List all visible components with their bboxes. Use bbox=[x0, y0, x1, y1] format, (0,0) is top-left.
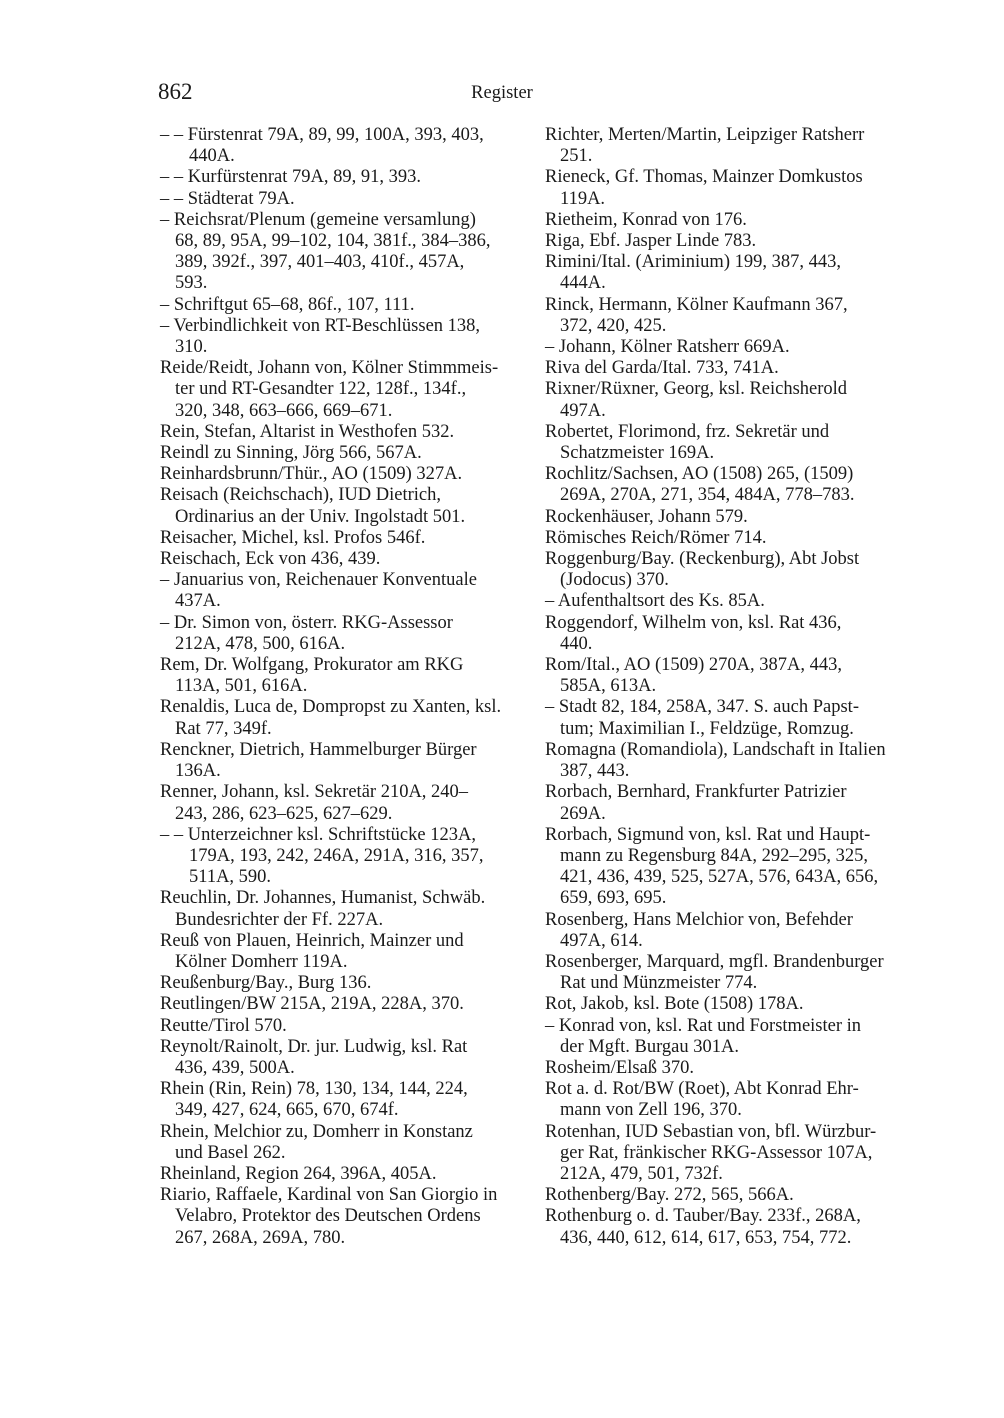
index-entry bbox=[160, 189, 532, 210]
index-entry-line: 511A, 590. bbox=[189, 867, 272, 888]
index-entry bbox=[545, 231, 917, 252]
index-entry-line: 251. bbox=[560, 146, 593, 167]
index-entry bbox=[160, 125, 532, 167]
index-entry bbox=[160, 740, 532, 782]
index-entry-line: Reuß von Plauen, Heinrich, Mainzer und bbox=[160, 930, 464, 951]
index-entry-line: Rorbach, Bernhard, Frankfurter Patrizier bbox=[545, 782, 847, 803]
index-entry bbox=[545, 782, 917, 824]
index-entry-line: 387, 443. bbox=[560, 761, 630, 782]
index-entry-line: Rothenberg/Bay. 272, 565, 566A. bbox=[545, 1185, 794, 1206]
index-entry bbox=[160, 697, 532, 739]
index-entry bbox=[545, 655, 917, 697]
index-entry-line: – Schriftgut 65–68, 86f., 107, 111. bbox=[160, 294, 415, 315]
index-entry bbox=[160, 994, 532, 1015]
index-entry-line: 136A. bbox=[175, 761, 221, 782]
index-entry-line: Richter, Merten/Martin, Leipziger Ratsherr bbox=[545, 125, 865, 145]
index-entry-line: Velabro, Protektor des Deutschen Ordens bbox=[175, 1206, 481, 1227]
index-entry-line: – Dr. Simon von, österr. RKG-Assessor bbox=[160, 612, 453, 633]
index-entry-line: 349, 427, 624, 665, 670, 674f. bbox=[175, 1100, 399, 1121]
index-entry bbox=[160, 485, 532, 527]
index-entry-line: 593. bbox=[175, 273, 208, 294]
index-entry-line: 212A, 478, 500, 616A. bbox=[175, 633, 346, 654]
index-entry-line: Kölner Domherr 119A. bbox=[175, 951, 348, 972]
index-entry-line: Rotenhan, IUD Sebastian von, bfl. Würzbur- bbox=[545, 1121, 877, 1142]
index-entry-line: Reutte/Tirol 570. bbox=[160, 1015, 287, 1036]
index-entry-line: – Januarius von, Reichenauer Konventuale bbox=[160, 570, 477, 591]
index-entry bbox=[160, 549, 532, 570]
index-entry-line: mann zu Regensburg 84A, 292–295, 325, bbox=[560, 845, 868, 866]
index-entry-line: Reußenburg/Bay., Burg 136. bbox=[160, 973, 372, 994]
index-entry bbox=[160, 1164, 532, 1185]
index-entry bbox=[160, 528, 532, 549]
index-entry bbox=[545, 1016, 917, 1058]
index-entry-line: 497A, 614. bbox=[560, 930, 643, 951]
index-entry-line: Rhein, Melchior zu, Domherr in Konstanz bbox=[160, 1121, 473, 1142]
index-entry bbox=[545, 697, 917, 739]
index-entry-line: Reutlingen/BW 215A, 219A, 228A, 370. bbox=[160, 994, 464, 1015]
index-entry-line: 269A, 270A, 271, 354, 484A, 778–783. bbox=[560, 485, 855, 506]
index-entry-line: Rockenhäuser, Johann 579. bbox=[545, 506, 748, 527]
index-entry-line: 389, 392f., 397, 401–403, 410f., 457A, bbox=[175, 252, 465, 273]
index-entry bbox=[545, 994, 917, 1015]
index-entry-line: Rieneck, Gf. Thomas, Mainzer Domkustos bbox=[545, 167, 863, 188]
index-entry-line: Rorbach, Sigmund von, ksl. Rat und Haupt- bbox=[545, 824, 871, 845]
index-entry-line: ger Rat, fränkischer RKG-Assessor 107A, bbox=[560, 1142, 873, 1163]
index-entry-line: Rot a. d. Rot/BW (Roet), Abt Konrad Ehr- bbox=[545, 1079, 859, 1100]
index-entry-line: 119A. bbox=[560, 188, 606, 209]
index-entry bbox=[545, 295, 917, 337]
index-entry bbox=[545, 337, 917, 358]
index-entry-line: – Stadt 82, 184, 258A, 347. S. auch Papst- bbox=[545, 697, 859, 718]
index-entry bbox=[160, 210, 532, 295]
index-entry-line: Rimini/Ital. (Ariminium) 199, 387, 443, bbox=[545, 252, 841, 273]
index-entry bbox=[160, 655, 532, 697]
index-entry-line: – Reichsrat/Plenum (gemeine versamlung) bbox=[160, 209, 476, 230]
index-column-left bbox=[160, 125, 532, 1249]
index-entry-line: – – Kurfürstenrat 79A, 89, 91, 393. bbox=[160, 167, 422, 188]
index-entry-line: Reide/Reidt, Johann von, Kölner Stimmmeis- bbox=[160, 358, 499, 379]
index-entry-line: 179A, 193, 242, 246A, 291A, 316, 357, bbox=[189, 845, 484, 866]
index-entry-line: 269A. bbox=[560, 803, 606, 824]
index-entry-line: Roggendorf, Wilhelm von, ksl. Rat 436, bbox=[545, 612, 842, 633]
index-entry-line: 659, 693, 695. bbox=[560, 888, 667, 909]
index-entry bbox=[160, 316, 532, 358]
index-entry-line: Rinck, Hermann, Kölner Kaufmann 367, bbox=[545, 294, 848, 315]
index-entry-line: 372, 420, 425. bbox=[560, 315, 667, 336]
index-entry-line: – Konrad von, ksl. Rat und Forstmeister in bbox=[545, 1015, 862, 1036]
index-entry bbox=[545, 1058, 917, 1079]
index-entry-line: 113A, 501, 616A. bbox=[175, 676, 308, 697]
index-entry-line: 267, 268A, 269A, 780. bbox=[175, 1227, 346, 1248]
index-entry-line: Rosenberger, Marquard, mgfl. Brandenburger bbox=[545, 951, 884, 972]
index-entry bbox=[545, 528, 917, 549]
index-entry bbox=[545, 1206, 917, 1248]
index-entry-line: 437A. bbox=[175, 591, 221, 612]
index-entry bbox=[545, 252, 917, 294]
index-entry bbox=[160, 888, 532, 930]
index-entry bbox=[545, 507, 917, 528]
index-entry-line: – – Fürstenrat 79A, 89, 99, 100A, 393, 403, bbox=[160, 125, 484, 145]
index-entry-line: – Johann, Kölner Ratsherr 669A. bbox=[545, 337, 790, 358]
index-entry-line: (Jodocus) 370. bbox=[560, 570, 669, 591]
index-entry-line: 497A. bbox=[560, 400, 606, 421]
index-entry-line: Bundesrichter der Ff. 227A. bbox=[175, 909, 384, 930]
index-entry-line: – – Städterat 79A. bbox=[160, 188, 295, 209]
index-entry bbox=[545, 125, 917, 167]
page-number: 862 bbox=[158, 79, 193, 104]
index-entry bbox=[545, 1185, 917, 1206]
index-entry-line: – Aufenthaltsort des Ks. 85A. bbox=[545, 591, 765, 612]
index-entry bbox=[545, 740, 917, 782]
index-entry-line: 436, 439, 500A. bbox=[175, 1057, 295, 1078]
index-entry-line: Rat 77, 349f. bbox=[175, 718, 272, 739]
index-entry-line: Roggenburg/Bay. (Reckenburg), Abt Jobst bbox=[545, 549, 860, 570]
index-entry bbox=[545, 613, 917, 655]
index-entry bbox=[545, 1079, 917, 1121]
index-entry-line: Rat und Münzmeister 774. bbox=[560, 973, 758, 994]
index-entry-line: – – Unterzeichner ksl. Schriftstücke 123A, bbox=[160, 824, 476, 845]
index-entry-line: Rhein (Rin, Rein) 78, 130, 134, 144, 224, bbox=[160, 1079, 468, 1100]
index-entry-line: 310. bbox=[175, 337, 208, 358]
index-entry-line: Rochlitz/Sachsen, AO (1508) 265, (1509) bbox=[545, 464, 854, 485]
index-entry bbox=[545, 1122, 917, 1186]
index-entry-line: der Mgft. Burgau 301A. bbox=[560, 1036, 739, 1057]
index-entry-line: Reindl zu Sinning, Jörg 566, 567A. bbox=[160, 443, 422, 464]
index-entry bbox=[160, 358, 532, 422]
index-entry bbox=[160, 825, 532, 889]
index-entry-line: 585A, 613A. bbox=[560, 676, 657, 697]
index-entry-line: Rosenberg, Hans Melchior von, Befehder bbox=[545, 909, 853, 930]
index-entry-line: Rem, Dr. Wolfgang, Prokurator am RKG bbox=[160, 655, 464, 676]
index-entry-line: 440. bbox=[560, 633, 593, 654]
index-entry bbox=[160, 295, 532, 316]
index-entry bbox=[545, 422, 917, 464]
index-entry-line: 436, 440, 612, 614, 617, 653, 754, 772. bbox=[560, 1227, 852, 1248]
index-entry-line: Reisacher, Michel, ksl. Profos 546f. bbox=[160, 527, 426, 548]
index-entry-line: Reynolt/Rainolt, Dr. jur. Ludwig, ksl. Rat bbox=[160, 1036, 468, 1057]
index-entry bbox=[160, 973, 532, 994]
index-entry-line: Riva del Garda/Ital. 733, 741A. bbox=[545, 358, 779, 379]
index-entry-line: Riga, Ebf. Jasper Linde 783. bbox=[545, 231, 757, 252]
index-entry bbox=[545, 379, 917, 421]
index-entry-line: Riario, Raffaele, Kardinal von San Giorgio in bbox=[160, 1185, 498, 1206]
index-entry bbox=[545, 591, 917, 612]
index-entry-line: Renckner, Dietrich, Hammelburger Bürger bbox=[160, 739, 477, 760]
index-entry bbox=[160, 1185, 532, 1249]
index-entry bbox=[160, 167, 532, 188]
index-entry bbox=[545, 167, 917, 209]
index-entry bbox=[160, 570, 532, 612]
index-entry bbox=[160, 1079, 532, 1121]
index-entry-line: Reisach (Reichschach), IUD Dietrich, bbox=[160, 485, 441, 506]
index-entry bbox=[545, 464, 917, 506]
index-entry bbox=[545, 910, 917, 952]
index-entry-line: – Verbindlichkeit von RT-Beschlüssen 138, bbox=[160, 315, 481, 336]
index-entry-line: Rheinland, Region 264, 396A, 405A. bbox=[160, 1163, 437, 1184]
index-entry-line: 440A. bbox=[189, 146, 235, 167]
index-entry-line: Robertet, Florimond, frz. Sekretär und bbox=[545, 421, 830, 442]
index-entry bbox=[160, 1122, 532, 1164]
index-entry-line: Romagna (Romandiola), Landschaft in Italien bbox=[545, 739, 886, 760]
running-head: Register bbox=[471, 83, 533, 103]
index-entry-line: Reinhardsbrunn/Thür., AO (1509) 327A. bbox=[160, 464, 463, 485]
index-entry-line: Römisches Reich/Römer 714. bbox=[545, 527, 767, 548]
index-entry-line: Rothenburg o. d. Tauber/Bay. 233f., 268A, bbox=[545, 1206, 861, 1227]
index-entry-line: 444A. bbox=[560, 273, 606, 294]
index-entry-line: 320, 348, 663–666, 669–671. bbox=[175, 400, 393, 421]
index-entry bbox=[160, 782, 532, 824]
index-entry-line: 421, 436, 439, 525, 527A, 576, 643A, 656, bbox=[560, 867, 879, 888]
index-entry bbox=[545, 549, 917, 591]
index-entry-line: ter und RT-Gesandter 122, 128f., 134f., bbox=[175, 379, 467, 400]
index-column-right bbox=[545, 125, 917, 1249]
index-entry-line: 212A, 479, 501, 732f. bbox=[560, 1163, 723, 1184]
index-entry bbox=[160, 613, 532, 655]
index-entry bbox=[160, 931, 532, 973]
index-entry-line: mann von Zell 196, 370. bbox=[560, 1100, 742, 1121]
index-entry-line: Rietheim, Konrad von 176. bbox=[545, 209, 747, 230]
index-entry bbox=[160, 464, 532, 485]
index-entry-line: 243, 286, 623–625, 627–629. bbox=[175, 803, 393, 824]
index-entry bbox=[160, 422, 532, 443]
index-entry-line: 68, 89, 95A, 99–102, 104, 381f., 384–386, bbox=[175, 231, 491, 252]
index-entry-line: Rosheim/Elsaß 370. bbox=[545, 1057, 695, 1078]
index-entry bbox=[545, 358, 917, 379]
index-entry-line: Reischach, Eck von 436, 439. bbox=[160, 549, 381, 570]
index-entry-line: Renner, Johann, ksl. Sekretär 210A, 240– bbox=[160, 782, 469, 803]
index-entry-line: Rot, Jakob, ksl. Bote (1508) 178A. bbox=[545, 994, 804, 1015]
index-entry-line: tum; Maximilian I., Feldzüge, Romzug. bbox=[560, 718, 854, 739]
index-entry bbox=[545, 825, 917, 910]
index-entry-line: Reuchlin, Dr. Johannes, Humanist, Schwäb. bbox=[160, 888, 486, 909]
index-entry-line: Ordinarius an der Univ. Ingolstadt 501. bbox=[175, 506, 466, 527]
index-entry bbox=[160, 443, 532, 464]
index-entry-line: Rein, Stefan, Altarist in Westhofen 532. bbox=[160, 421, 455, 442]
index-entry-line: und Basel 262. bbox=[175, 1142, 286, 1163]
index-entry bbox=[545, 210, 917, 231]
index-entry-line: Renaldis, Luca de, Dompropst zu Xanten, ksl. bbox=[160, 697, 502, 718]
index-entry-line: Rom/Ital., AO (1509) 270A, 387A, 443, bbox=[545, 655, 843, 676]
index-entry bbox=[545, 952, 917, 994]
index-entry-line: Schatzmeister 169A. bbox=[560, 443, 715, 464]
index-entry bbox=[160, 1037, 532, 1079]
index-entry-line: Rixner/Rüxner, Georg, ksl. Reichsherold bbox=[545, 379, 848, 400]
index-entry bbox=[160, 1016, 532, 1037]
